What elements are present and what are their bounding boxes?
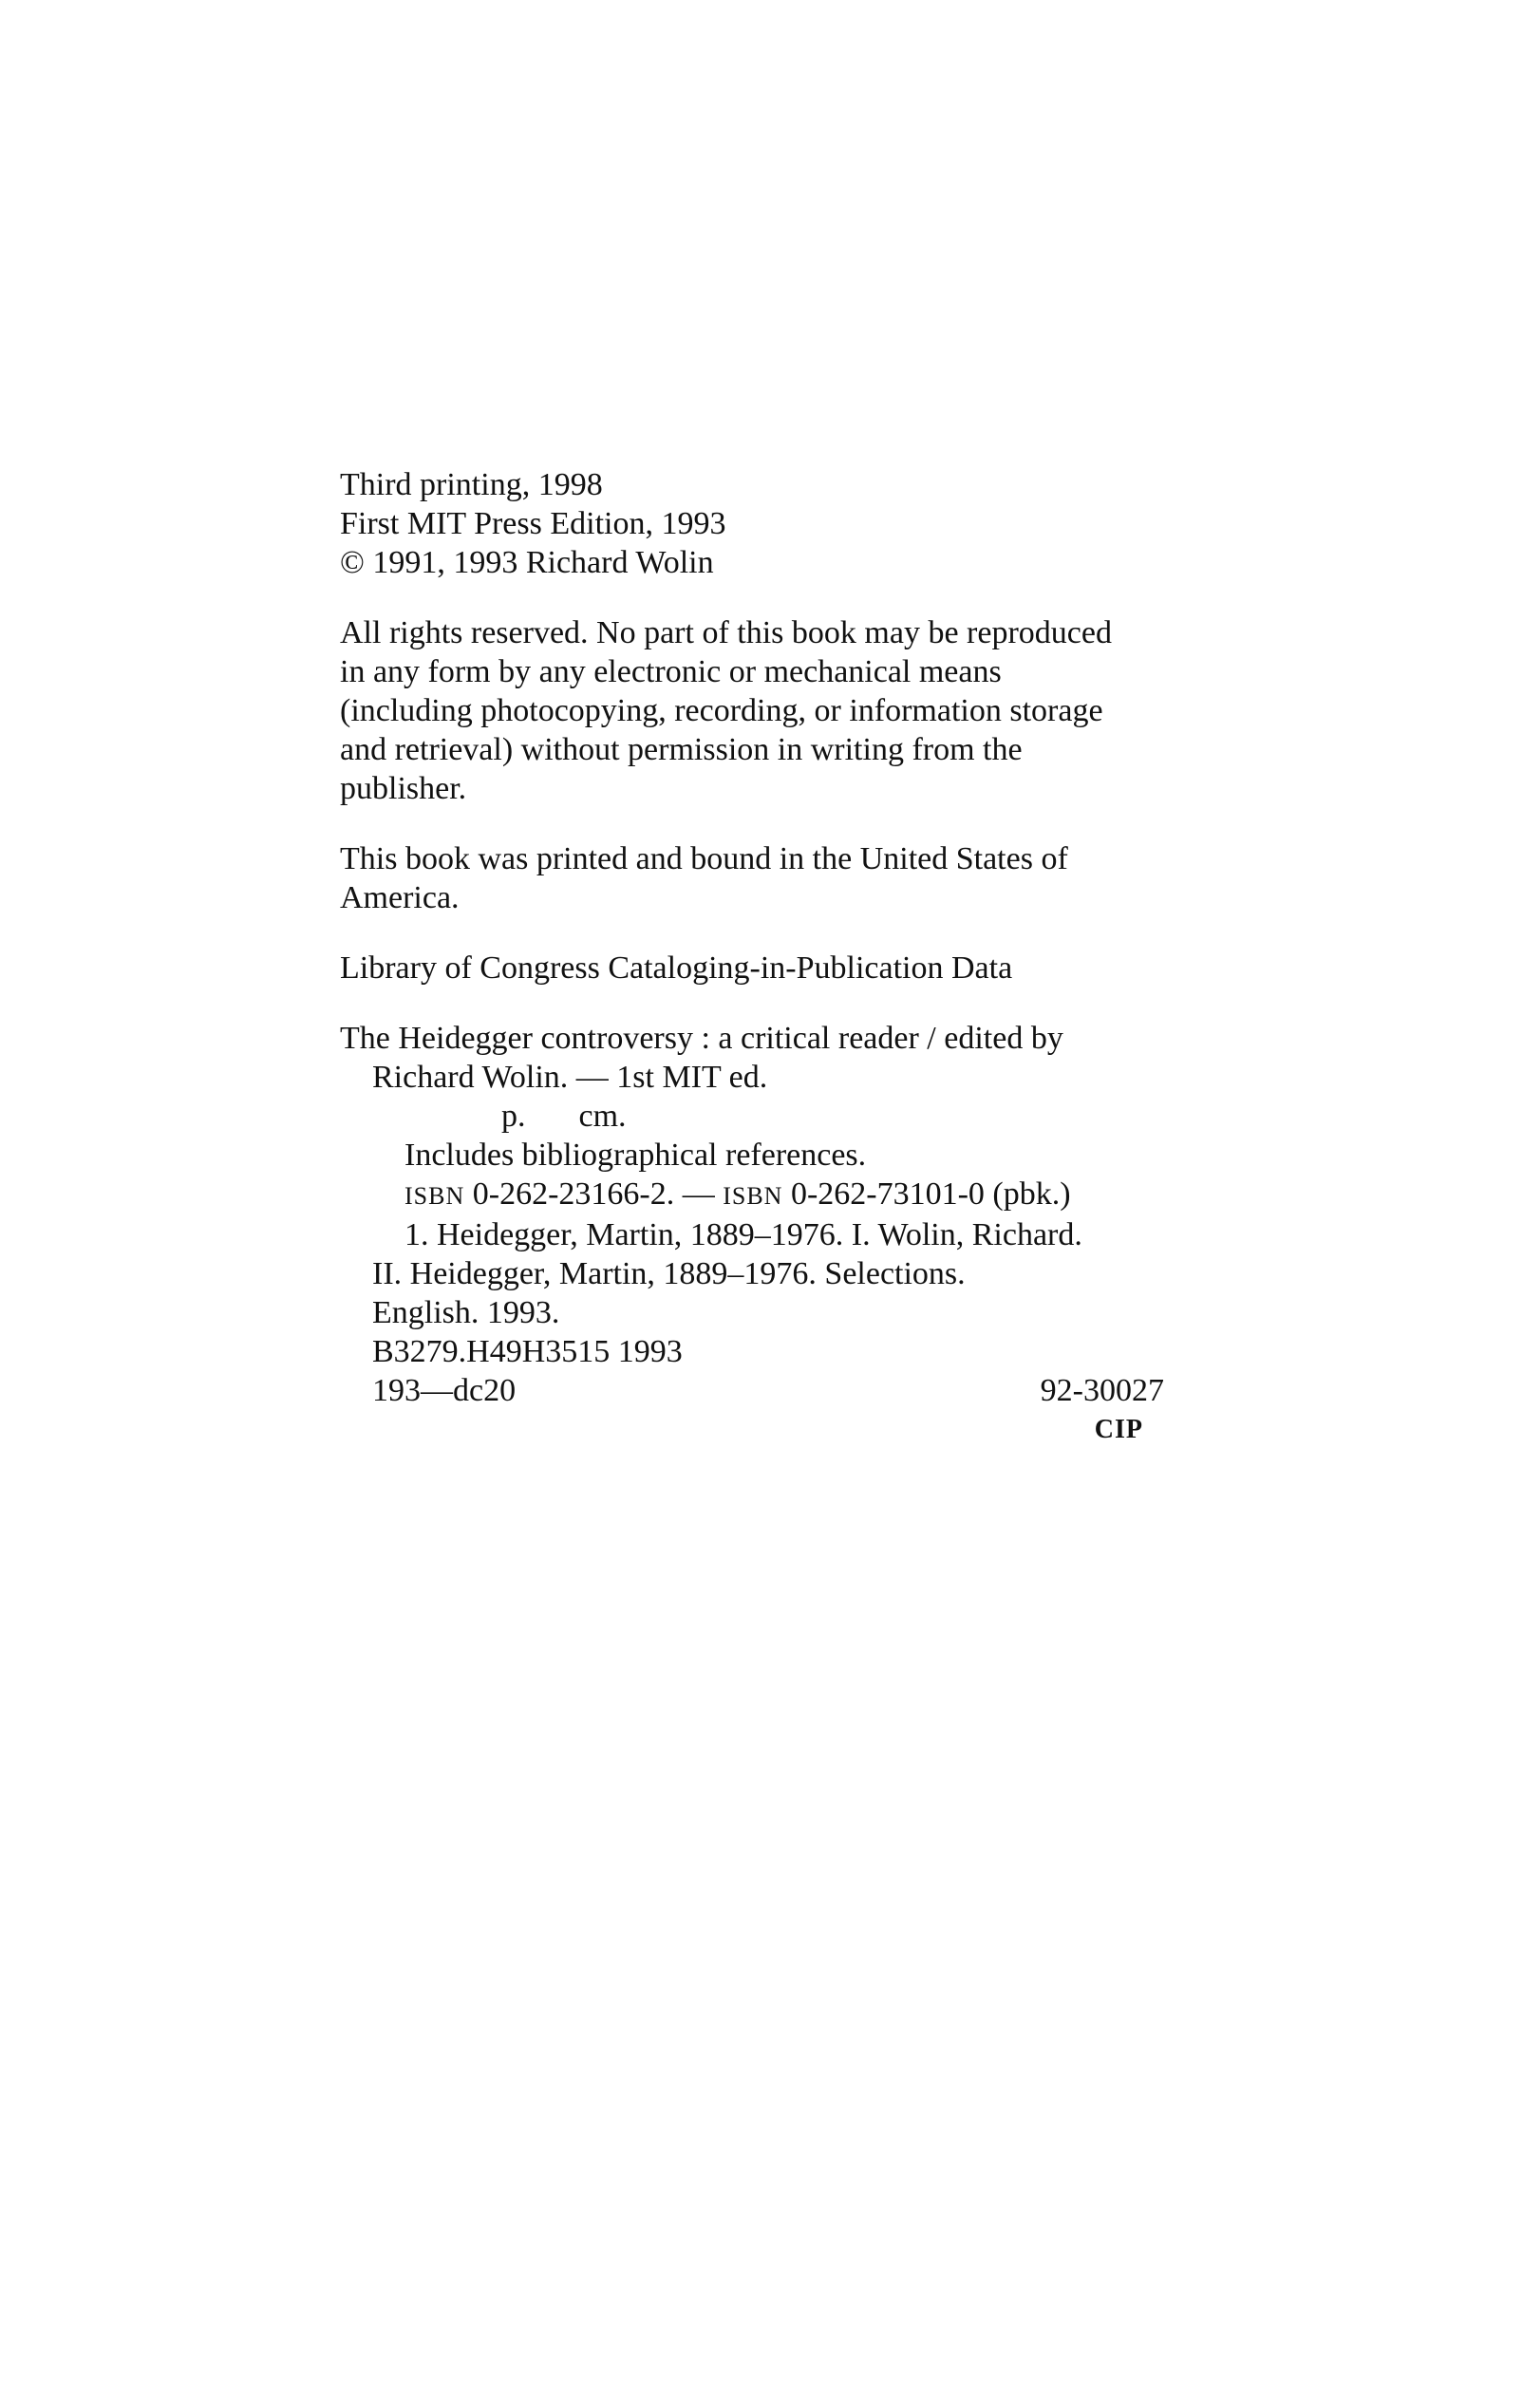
rights-block [340, 613, 1194, 808]
cip-classification-row [340, 1371, 1194, 1410]
edition-line: First MIT Press Edition, 1993 [340, 506, 726, 541]
cip-pages: p. [501, 1099, 526, 1134]
isbn-paperback: 0-262-73101-0 (pbk.) [790, 1176, 1071, 1212]
cip-heading [340, 949, 1194, 988]
rights-line: in any form by any electronic or mechanical means [340, 654, 1002, 689]
cip-title-line-continued: Richard Wolin. — 1st MIT ed. [372, 1060, 768, 1095]
copyright-line: © 1991, 1993 Richard Wolin [340, 545, 714, 580]
rights-line: publisher. [340, 771, 467, 806]
isbn-label: ISBN [404, 1182, 465, 1210]
printed-in-block [340, 839, 1194, 917]
printed-line: This book was printed and bound in the United States of [340, 841, 1068, 876]
cip-label: CIP [1094, 1415, 1143, 1444]
cip-title-line: The Heidegger controversy : a critical reader / edited by [340, 1021, 1063, 1056]
isbn-label: ISBN [723, 1182, 783, 1210]
printing-block [340, 465, 1194, 582]
cip-record [340, 1019, 1194, 1449]
printed-line: America. [340, 880, 460, 915]
cip-dewey: 193—dc20 [372, 1373, 517, 1408]
cip-heading-text: Library of Congress Cataloging-in-Publication Data [340, 950, 1013, 986]
rights-line: and retrieval) without permission in writing from the [340, 732, 1023, 767]
cip-physical-description [340, 1097, 1194, 1136]
cip-call-number: B3279.H49H3515 1993 [372, 1334, 683, 1369]
rights-line: (including photocopying, recording, or information storage [340, 693, 1103, 728]
cip-subject-line: English. 1993. [372, 1295, 560, 1330]
cip-subject-line: II. Heidegger, Martin, 1889–1976. Selections. [372, 1256, 966, 1291]
cip-isbn-line [340, 1175, 1194, 1215]
printing-line: Third printing, 1998 [340, 467, 603, 502]
rights-line: All rights reserved. No part of this book may be reproduced [340, 615, 1112, 650]
cip-subject-line: 1. Heidegger, Martin, 1889–1976. I. Wolin, Richard. [404, 1217, 1082, 1252]
cip-lccn: 92-30027 [1040, 1373, 1164, 1408]
cip-includes-note: Includes bibliographical references. [404, 1138, 867, 1173]
copyright-page [340, 465, 1194, 1449]
isbn-hardcover: 0-262-23166-2. — [472, 1176, 715, 1212]
cip-cm: cm. [578, 1099, 627, 1134]
